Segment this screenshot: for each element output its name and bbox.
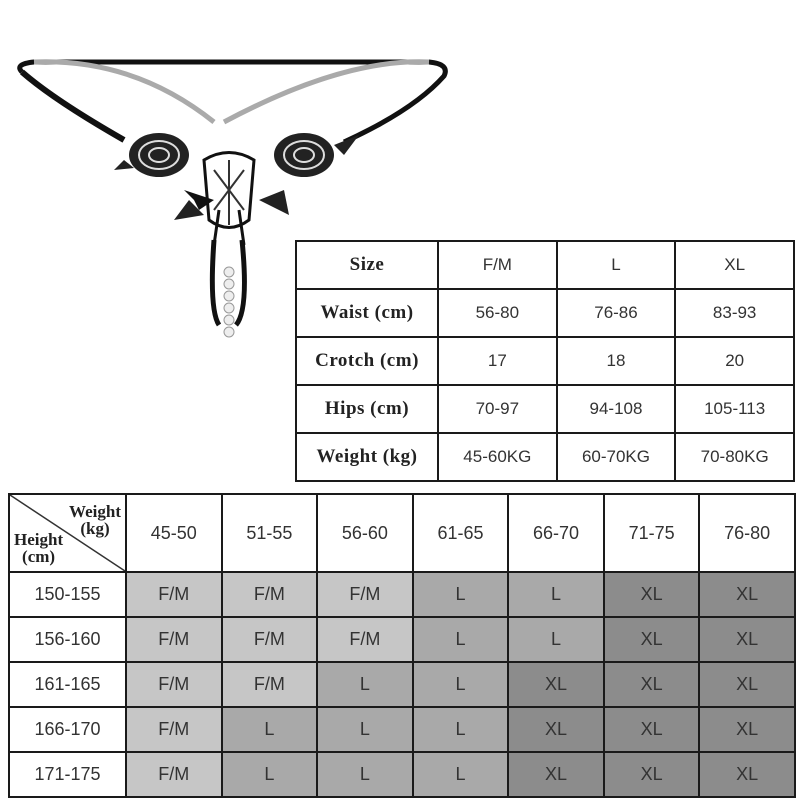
size-cell: L [317, 752, 413, 797]
size-cell: F/M [126, 572, 222, 617]
size-header-label: Size [296, 241, 438, 289]
size-cell: L [508, 572, 604, 617]
size-cell: XL [604, 617, 700, 662]
table-cell: 94-108 [557, 385, 676, 433]
size-cell: L [508, 617, 604, 662]
height-axis-label: Height (cm) [14, 530, 64, 566]
size-row-weight [296, 433, 794, 481]
size-cell: L [222, 707, 318, 752]
size-cell: XL [604, 707, 700, 752]
size-cell: L [413, 617, 509, 662]
row-label: Weight (kg) [296, 433, 438, 481]
table-cell: 17 [438, 337, 557, 385]
lace-rose-right [259, 133, 359, 215]
size-row-crotch [296, 337, 794, 385]
weight-column-header: 45-50 [126, 494, 222, 572]
size-cell: XL [699, 752, 795, 797]
weight-column-header: 71-75 [604, 494, 700, 572]
table-row [9, 572, 795, 617]
table-cell: 70-97 [438, 385, 557, 433]
size-cell: F/M [317, 572, 413, 617]
table-cell: 76-86 [557, 289, 676, 337]
size-cell: F/M [222, 617, 318, 662]
table-row [9, 617, 795, 662]
table-cell: 45-60KG [438, 433, 557, 481]
size-cell: L [413, 707, 509, 752]
size-cell: F/M [222, 662, 318, 707]
size-cell: F/M [222, 572, 318, 617]
row-label: Waist (cm) [296, 289, 438, 337]
size-cell: XL [699, 707, 795, 752]
row-label: Crotch (cm) [296, 337, 438, 385]
size-cell: F/M [317, 617, 413, 662]
size-row-waist [296, 289, 794, 337]
table-cell: 20 [675, 337, 794, 385]
table-cell: 105-113 [675, 385, 794, 433]
weight-column-header: 61-65 [413, 494, 509, 572]
size-cell: XL [604, 572, 700, 617]
weight-column-header: 51-55 [222, 494, 318, 572]
table-row [9, 752, 795, 797]
table-cell: 18 [557, 337, 676, 385]
size-header-cell: F/M [438, 241, 557, 289]
weight-column-header: 66-70 [508, 494, 604, 572]
size-cell: L [413, 752, 509, 797]
size-cell: L [317, 662, 413, 707]
size-cell: XL [699, 662, 795, 707]
size-chart-table [295, 240, 795, 482]
lace-center [204, 153, 254, 246]
height-row-label: 166-170 [9, 707, 126, 752]
size-cell: XL [699, 617, 795, 662]
table-corner-cell [9, 494, 126, 572]
weight-axis-label: Weight (kg) [69, 502, 121, 538]
size-cell: F/M [126, 707, 222, 752]
height-row-label: 150-155 [9, 572, 126, 617]
size-cell: L [222, 752, 318, 797]
height-row-label: 171-175 [9, 752, 126, 797]
size-cell: XL [604, 752, 700, 797]
size-cell: L [413, 572, 509, 617]
size-cell: XL [699, 572, 795, 617]
size-row-hips [296, 385, 794, 433]
row-label: Hips (cm) [296, 385, 438, 433]
lace-rose-left [114, 133, 214, 220]
size-header-cell: L [557, 241, 676, 289]
table-row [9, 707, 795, 752]
weight-header-row [9, 494, 795, 572]
waistband-strap [20, 62, 446, 142]
size-cell: F/M [126, 617, 222, 662]
size-cell: XL [604, 662, 700, 707]
size-cell: XL [508, 662, 604, 707]
size-cell: F/M [126, 752, 222, 797]
size-cell: XL [508, 707, 604, 752]
size-cell: F/M [126, 662, 222, 707]
table-row [9, 662, 795, 707]
size-cell: XL [508, 752, 604, 797]
table-cell: 70-80KG [675, 433, 794, 481]
table-cell: 56-80 [438, 289, 557, 337]
size-header-row [296, 241, 794, 289]
table-cell: 60-70KG [557, 433, 676, 481]
size-cell: L [413, 662, 509, 707]
table-cell: 83-93 [675, 289, 794, 337]
height-row-label: 161-165 [9, 662, 126, 707]
size-header-cell: XL [675, 241, 794, 289]
height-row-label: 156-160 [9, 617, 126, 662]
weight-column-header: 76-80 [699, 494, 795, 572]
weight-column-header: 56-60 [317, 494, 413, 572]
size-cell: L [317, 707, 413, 752]
pearl-string [212, 240, 244, 337]
height-weight-size-table [8, 493, 796, 798]
